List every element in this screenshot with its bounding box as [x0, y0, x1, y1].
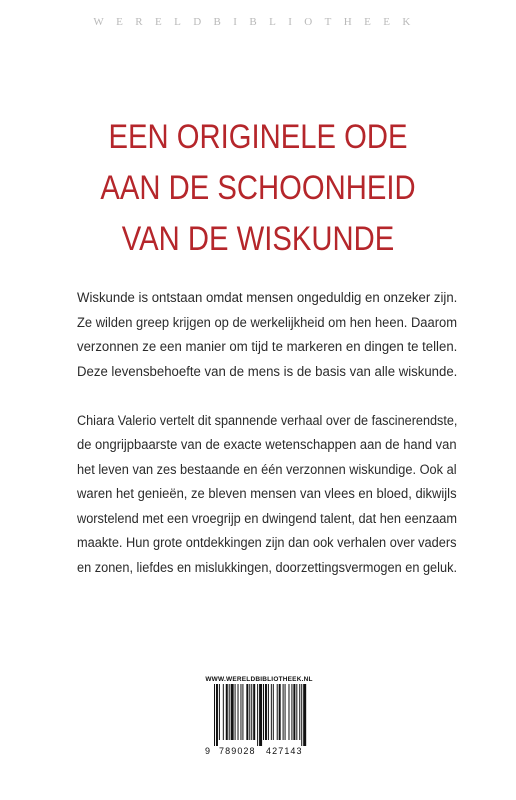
barcode-bar — [277, 684, 278, 740]
barcode-bar — [214, 684, 215, 746]
barcode-bar — [238, 684, 239, 740]
barcode-bar — [240, 684, 241, 740]
barcode-bar — [246, 684, 248, 740]
barcode-bar — [242, 684, 243, 740]
barcode-bar — [263, 684, 264, 740]
paragraph-2-line-6: maakte. Hun grote ontdekkingen zijn dan ook verhalen over vaders — [77, 535, 457, 550]
barcode-bar — [283, 684, 284, 740]
paragraph-2-line-2: de ongrijpbaarste van de exacte wetenschappen aan de hand van — [77, 437, 457, 452]
isbn-first-digit: 9 — [205, 746, 211, 756]
headline-line-1: EEN ORIGINELE ODE — [108, 118, 408, 156]
barcode-bar — [296, 684, 297, 740]
barcode-bar — [235, 684, 236, 740]
isbn-group-2: 427143 — [266, 746, 303, 756]
barcode-bar — [231, 684, 234, 740]
paragraph-2-line-5: worstelend met een vroegrijp en dwingend talent, dat hen eenzaam — [77, 510, 457, 526]
barcode-bar — [303, 684, 306, 746]
barcode-bar — [291, 684, 292, 740]
barcode-bar — [226, 684, 228, 740]
headline-line-3: VAN DE WISKUNDE — [121, 220, 395, 258]
headline-line-2: AAN DE SCHOONHEID — [100, 169, 416, 207]
blurb — [77, 286, 457, 580]
paragraph-2-line-1: Chiara Valerio vertelt dit spannende verhaal over de fascinerendste, — [77, 412, 458, 428]
barcode-bar — [299, 684, 300, 740]
barcode-bar — [251, 684, 252, 740]
barcode-bar — [219, 684, 220, 740]
barcode-bar — [229, 684, 230, 740]
paragraph-1-line-3: verzonnen ze een manier om tijd te markeren en dingen te tellen. — [77, 339, 458, 354]
paragraph-2-line-3: het leven van zes bestaande en één verzonnen wiskundige. Ook al — [77, 461, 457, 477]
paragraph-2-line-4: waren het genieën, ze bleven mensen van vlees en bloed, dikwijls — [77, 486, 457, 501]
barcode-bar — [249, 684, 250, 740]
headline — [0, 112, 516, 265]
paragraph-1-line-2: Ze wilden greep krijgen op de werkelijkheid om hen heen. Daarom — [77, 314, 458, 330]
barcode-bar — [259, 684, 262, 746]
barcode-bar — [285, 684, 286, 740]
publisher-url: WWW.WERELDBIBLIOTHEEK.NL — [205, 676, 313, 683]
barcode-bar — [253, 684, 255, 740]
paragraph-1-line-1: Wiskunde is ontstaan omdat mensen ongeduldig en onzeker zijn. — [77, 290, 458, 305]
paragraph-1-line-4: Deze levensbehoefte van de mens is de basis van alle wiskunde. — [77, 363, 458, 379]
barcode-bar — [293, 684, 295, 740]
barcode-bar — [279, 684, 281, 740]
barcode-bar — [268, 684, 269, 740]
barcode-bar — [273, 684, 274, 740]
barcode-bar — [223, 684, 224, 740]
isbn-number — [205, 746, 313, 758]
barcode-bar — [301, 684, 302, 746]
isbn-group-1: 789028 — [219, 746, 256, 756]
barcode-block — [205, 675, 313, 764]
barcode-bar — [288, 684, 289, 740]
barcode — [205, 684, 313, 764]
paragraph-2-line-7: en zonen, liefdes en mislukkingen, doorzettingsvermogen en geluk. — [77, 559, 457, 575]
barcode-bar — [216, 684, 218, 746]
barcode-bar — [257, 684, 258, 746]
barcode-bars — [205, 684, 313, 746]
publisher-name: WERELDBIBLIOTHEEK — [93, 16, 423, 28]
barcode-bar — [265, 684, 267, 740]
barcode-bar — [271, 684, 272, 740]
paragraph-spacer — [77, 384, 457, 409]
